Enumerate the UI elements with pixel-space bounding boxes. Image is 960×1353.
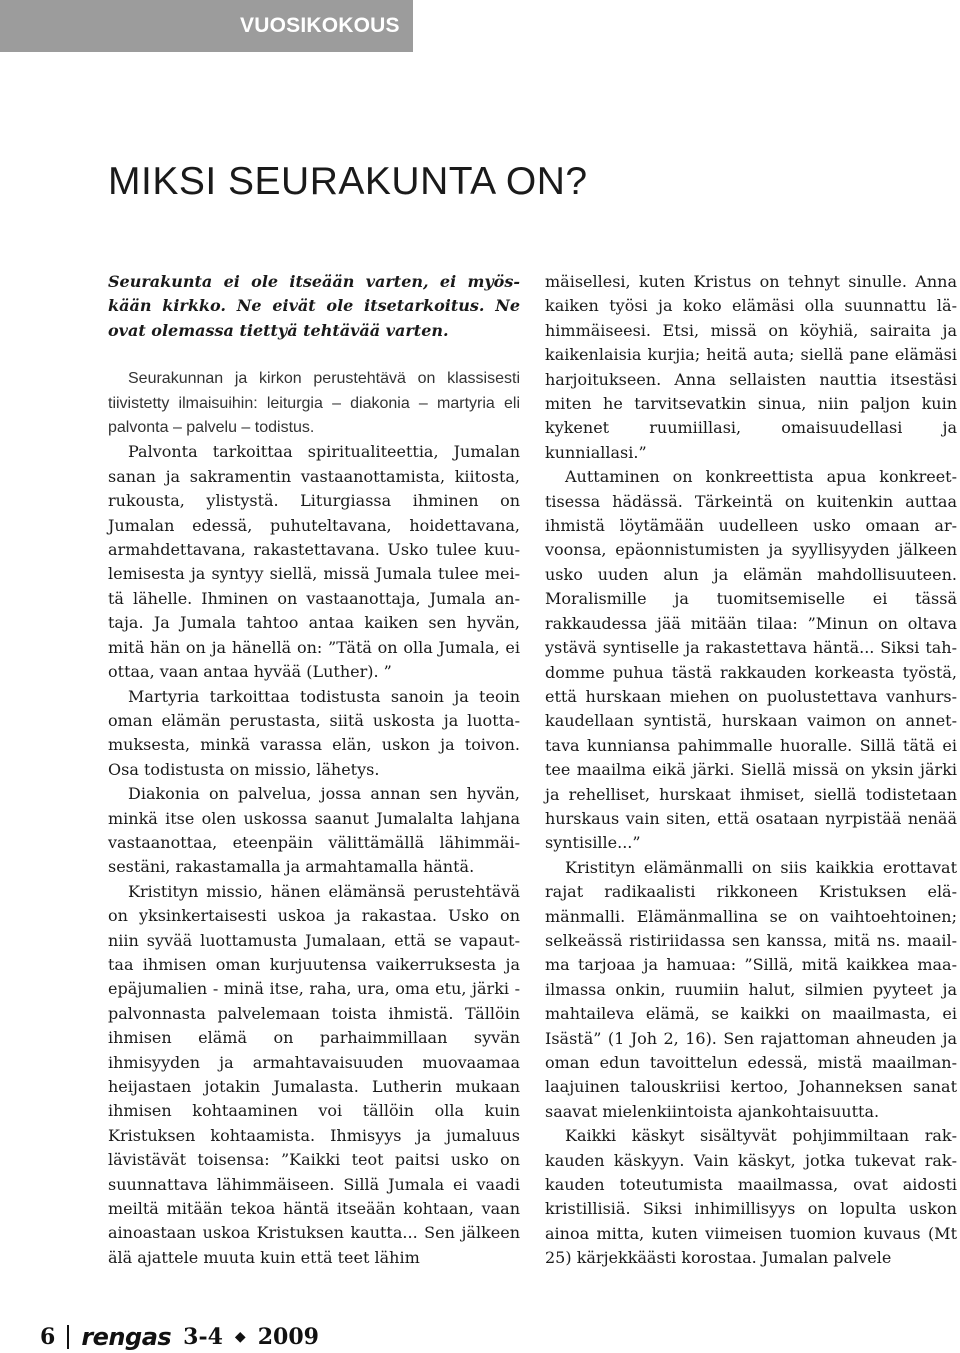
issue-year: 2009 bbox=[257, 1324, 319, 1350]
body-paragraph: Palvonta tarkoittaa spiritualiteettia, Jumalan sanan ja sakramentin vastaanottamista, kiitosta, rukousta, ylistystä. Liturgiassa ihminen on Jumalan edessä, puhuteltavana, hoidettavana, armahdettavana, rakastettavana. Usko tulee kuulemisesta ja syntyy siellä, missä Jumala tulee meitä lähelle. Ihminen on vastaanottaja, Jumala antaja. Ja Jumala tahtoo antaa kaiken sen hyvän, mitä hän on ja hänellä on: ”Tätä on olla Jumala, ei ottaa, vaan antaa hyvää (Luther). ” bbox=[108, 442, 520, 682]
footer-divider bbox=[67, 1325, 69, 1349]
article-title: MIKSI SEURAKUNTA ON? bbox=[108, 160, 588, 203]
body-paragraph: Auttaminen on konkreettista apua konkreettisessa hädässä. Tärkeintä on kuitenkin auttaa ihmistä löytämään uudelleen usko omaan arvoonsa, epäonnistumisten ja syyllisyyden jälkeen usko uuden alun ja elämän mahdollisuuteen. Moralismille ja tuomitsemiselle ei tässä rakkaudessa jää mitään tilaa: ”Minun on oltava ystävä syntiselle ja rakastettava häntä... Siksi tahdomme puhua tästä rakkauden korkeasta työstä, että hurskaan miehen on puolustettava vanhurskaudellaan syntistä, hurskaan vaimon on annettava kunniansa pahimmalle huoralle. Sillä tätä ei tee maailma eikä järki. Siellä missä on yksin järki ja rehelliset, hurskaat ihmiset, siellä todistetaan hurskaus vain siten, että osataan nyrpistää nenää syntisille...” bbox=[545, 467, 957, 853]
right-column bbox=[545, 270, 957, 1271]
body-paragraph: Seurakunnan ja kirkon perustehtävä on klassisesti tiivistetty ilmaisuihin: leiturgia – diakonia – martyria eli palvonta – palvelu – todistus. bbox=[108, 370, 520, 437]
body-paragraph: Kaikki käskyt sisältyvät pohjimmiltaan rakkauden käskyyn. Vain käskyt, jotka tukevat rakkauden toteutumista maailmassa, ovat aidosti kristillisiä. Siksi inhimillisyys on lopulta uskon ainoa mitta, kuten viimeisen tuomion kuvaus (Mt 25) kärjekkäästi korostaa. Jumalan palvele bbox=[545, 1126, 957, 1268]
body-paragraph: Kristityn missio, hänen elämänsä perustehtävä on yksinkertaisesti uskoa ja rakastaa. Usko on niin syvää luottamusta Jumalaan, että se vapauttaa ihmisen oman kurjuutensa vaikerruksesta ja epäjumalien - minä itse, raha, ura, oma etu, järki - palvonnasta palvelemaan toista ihmistä. Tällöin ihmisen elämä on parhaimmillaan syvän ihmisyyden ja armahtavaisuuden muovaamaa heijastaen jotakin Jumalasta. Lutherin mukaan ihmisen kohtaaminen voi tällöin olla kuin Kristuksen kohtaamista. Ihmisyys ja jumaluus lävistävät toisensa: ”Kaikki teot paitsi usko on suunnattava lähimmäiseen. Sillä Jumala ei vaadi meiltä mitään tekoa häntä itseään kohtaan, vaan ainoastaan uskoa Kristuksen kautta... Sen jälkeen älä ajattele muuta kuin että teet lähim bbox=[108, 881, 520, 1267]
diamond-icon: ◆ bbox=[234, 1329, 246, 1345]
left-column bbox=[108, 270, 520, 1270]
body-paragraph: Kristityn elämänmalli on siis kaikkia erottavat rajat radikaalisti rikkoneen Kristuksen elämänmalli. Elämänmallina se on vaihtoehtoinen; selkeässä ristiriidassa sen kanssa, mitä ns. maailma tarjoaa ja hamuaa: ”Sillä, mitä kaikkea maailmassa onkin, ruumiin halut, silmien pyyteet ja mahtaileva elämä, se kaikki on maailmasta, ei Isästä” (1 Joh 2, 16). Sen rajattoman ahneuden ja oman edun tavoittelun edessä, mistä maailmanlaajuinen talouskriisi kertoo, Johanneksen sanat saavat mielenkiintoista ajankohtaisuutta. bbox=[545, 857, 957, 1121]
section-tag: VUOSIKOKOUS bbox=[0, 0, 413, 52]
body-paragraph: mäisellesi, kuten Kristus on tehnyt sinulle. Anna kaiken työsi ja koko elämäsi olla suunnattu lähimmäiseesi. Etsi, missä on köyhiä, sairaita ja kaikenlaisia kurjia; heitä auta; siellä pane elämäsi harjoitukseen. Anna sellaisten nauttia itsestäsi miten he tarvitsevatkin sinua, niin paljon kuin kykenet ruumiillasi, omaisuudellasi ja kunniallasi.” bbox=[545, 272, 957, 462]
page-footer bbox=[40, 1322, 319, 1352]
issue-number: 3-4 bbox=[183, 1324, 223, 1350]
page-number: 6 bbox=[40, 1324, 56, 1350]
lead-paragraph: Seurakunta ei ole itseään varten, ei myöskään kirkko. Ne eivät ole itsetarkoitus. Ne ovat olemassa tiettyä tehtävää varten. bbox=[108, 272, 520, 340]
magazine-logo: rengas bbox=[81, 1323, 172, 1351]
body-paragraph: Martyria tarkoittaa todistusta sanoin ja teoin oman elämän perustasta, siitä uskosta ja luottamuksesta, minkä varassa elän, uskon ja toivon. Osa todistusta on missio, lähetys. bbox=[108, 686, 520, 779]
body-paragraph: Diakonia on palvelua, jossa annan sen hyvän, minkä itse olen uskossa saanut Jumalalta lahjana vastaanottaa, eteenpäin välittämällä lähimmäisestäni, rakastamalla ja armahtamalla häntä. bbox=[108, 784, 520, 877]
